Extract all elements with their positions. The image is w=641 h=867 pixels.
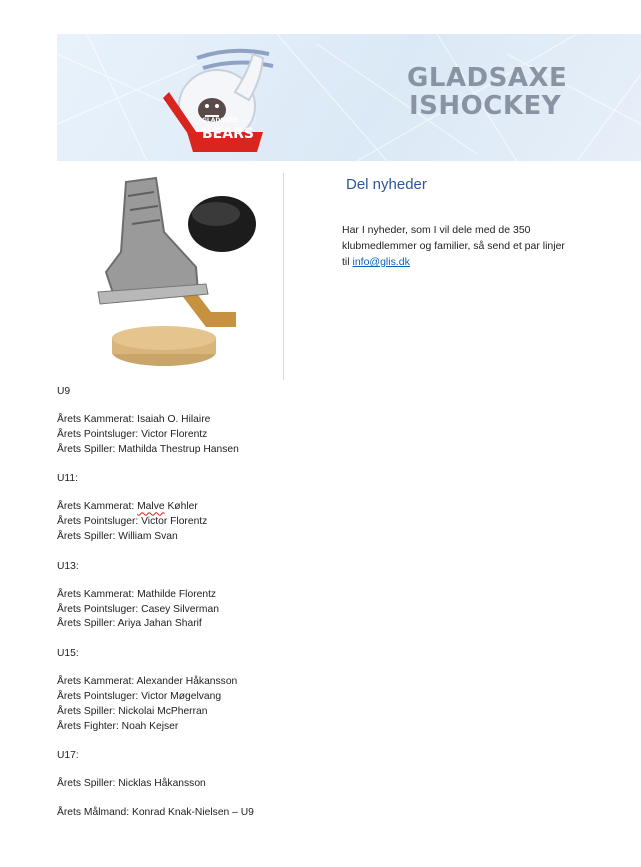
award-line: Årets Kammerat: Mathilde Florentz — [57, 588, 217, 600]
award-line: Årets Spiller: Ariya Jahan Sharif — [57, 618, 202, 630]
news-body — [342, 222, 612, 270]
award-line: Årets Spiller: Mathilda Thestrup Hansen — [57, 443, 239, 455]
logo-text-top: GLADSAXE — [202, 117, 239, 124]
award-category-u15 — [57, 646, 477, 734]
award-line: Årets Pointsluger: Casey Silverman — [57, 603, 219, 615]
award-category-u11 — [57, 471, 477, 544]
award-line: Årets Fighter: Noah Kejser — [57, 720, 179, 732]
club-name-line1: GLADSAXE — [407, 63, 568, 93]
category-title: U13: — [57, 560, 79, 572]
news-line-3 — [342, 254, 612, 270]
category-title: U17: — [57, 750, 79, 762]
award-line: Årets Spiller: Nicklas Håkansson — [57, 778, 206, 790]
award-category-u13 — [57, 559, 477, 632]
news-line-3-prefix: til — [342, 256, 353, 268]
award-line: Årets Kammerat: Isaiah O. Hilaire — [57, 414, 211, 425]
award-name-rest: Køhler — [164, 501, 198, 513]
email-link[interactable]: info@glis.dk — [352, 256, 410, 268]
award-label: Årets Kammerat: — [57, 501, 138, 513]
award-line: Årets Pointsluger: Victor Florentz — [57, 516, 208, 528]
award-line: Årets Pointsluger: Victor Florentz — [57, 428, 208, 440]
awards-list — [57, 384, 477, 821]
award-category-u17 — [57, 748, 477, 792]
logo-text-bears: BEARS — [202, 126, 254, 142]
goalie-award-line: Årets Målmand: Konrad Knak-Nielsen – U9 — [57, 807, 254, 819]
award-category-u9 — [57, 384, 477, 457]
spellcheck-flagged-name: Malve — [137, 501, 165, 513]
club-name-line2: ISHOCKEY — [409, 91, 562, 121]
skate-trophy-image — [86, 172, 266, 377]
club-name — [407, 64, 627, 120]
news-line-2: klubmedlemmer og familier, så send et par linjer — [342, 240, 565, 252]
category-title: U15: — [57, 648, 79, 660]
column-divider — [283, 173, 284, 380]
category-title: U11: — [57, 473, 78, 485]
category-title: U9 — [57, 386, 71, 397]
header-banner — [57, 34, 641, 161]
news-line-1: Har I nyheder, som I vil dele med de 350 — [342, 224, 531, 236]
award-line: Årets Spiller: Nickolai McPherran — [57, 705, 208, 717]
award-line: Årets Pointsluger: Victor Møgelvang — [57, 690, 222, 702]
award-line — [57, 500, 477, 515]
award-line: Årets Kammerat: Alexander Håkansson — [57, 676, 238, 688]
award-line: Årets Spiller: William Svan — [57, 530, 178, 542]
news-heading: Del nyheder — [346, 176, 427, 193]
